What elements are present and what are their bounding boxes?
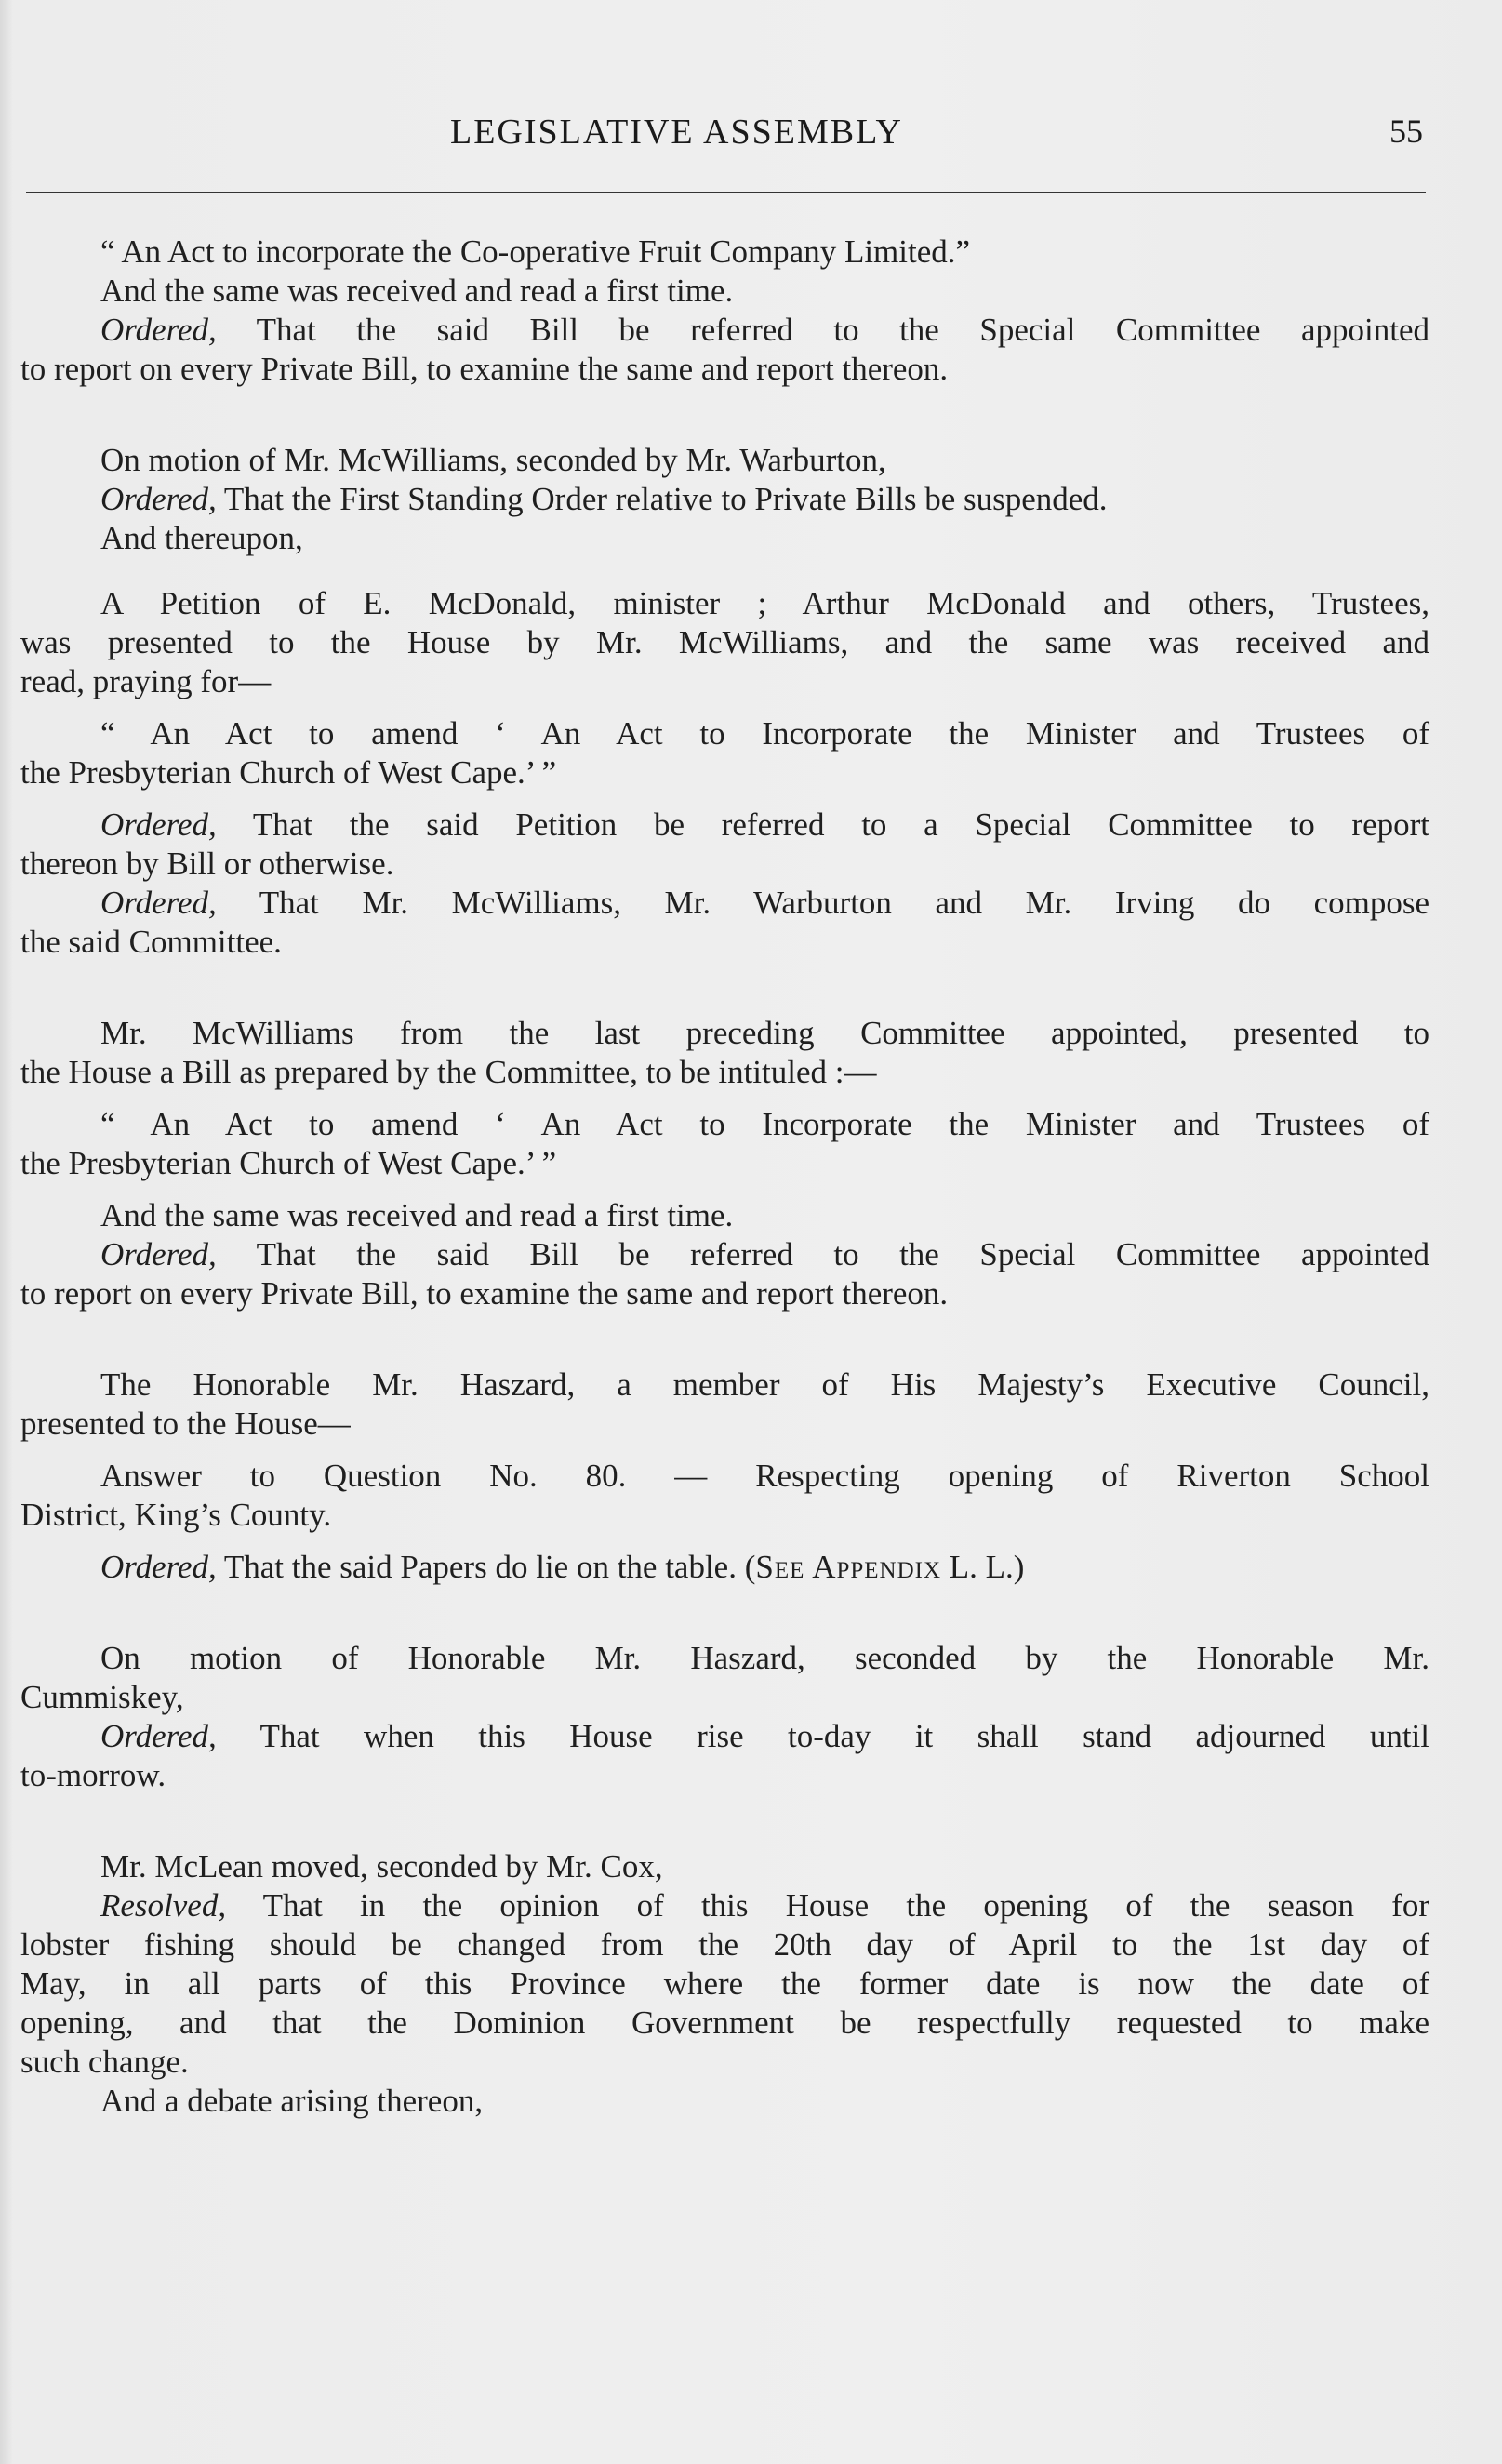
motion-keyword: Resolved, [100,1887,227,1924]
line-text: such change. [20,2044,189,2080]
text-line [20,2004,1429,2043]
text-line [20,272,1429,311]
paragraph [20,806,1429,962]
motion-keyword: Ordered, [100,312,217,348]
text-line [20,1235,1429,1274]
line-text: to report on every Private Bill, to examine the same and report thereon. [20,351,949,387]
motion-keyword: Ordered, [100,481,217,517]
text-line [20,1014,1429,1053]
text-line [20,714,1429,753]
line-text: “ An Act to incorporate the Co-operative Fruit Company Limited.” [100,233,971,270]
text-line [20,441,1429,480]
paragraph-spacer [20,389,1429,441]
line-text: Mr. McWilliams from the last preceding Committee appointed, presented to [100,1015,1429,1051]
page-body [20,233,1429,2121]
line-text: On motion of Mr. McWilliams, seconded by Mr. Warburton, [100,442,886,478]
line-text: That in the opinion of this House the opening of the season for [226,1887,1429,1924]
paragraph [20,1365,1429,1444]
paragraph [20,1105,1429,1183]
text-line [20,623,1429,662]
text-line [20,1548,1429,1587]
appendix-suffix: L. L.) [941,1549,1025,1585]
line-text: Cummiskey, [20,1679,184,1715]
line-text: And the same was received and read a first time. [100,1197,734,1233]
line-text: thereon by Bill or otherwise. [20,846,394,882]
paragraph [20,1639,1429,1795]
text-line [20,1457,1429,1496]
paragraph-spacer [20,792,1429,806]
paragraph [20,1847,1429,2121]
text-line [20,1105,1429,1144]
text-line [20,1639,1429,1678]
paragraph-spacer [20,1587,1429,1639]
line-text: the House a Bill as prepared by the Committee, to be intituled :— [20,1054,877,1090]
line-text: May, in all parts of this Province where the former date is now the date of [20,1965,1429,2002]
line-text: the Presbyterian Church of West Cape.’ ” [20,1145,557,1181]
line-text: presented to the House— [20,1405,351,1442]
line-text: District, King’s County. [20,1497,332,1533]
text-line [20,845,1429,884]
page-header [0,112,1502,167]
motion-keyword: Ordered, [100,806,217,843]
motion-keyword: Ordered, [100,885,217,921]
line-text: read, praying for— [20,663,272,699]
line-text: That Mr. McWilliams, Mr. Warburton and Mr. Irving do compose [216,885,1429,921]
text-line [20,1196,1429,1235]
text-line [20,350,1429,389]
motion-keyword: Ordered, [100,1718,217,1754]
line-text: That the said Bill be referred to the Special Committee appointed [216,312,1429,348]
text-line [20,1496,1429,1535]
text-line [20,1405,1429,1444]
line-text: That when this House rise to-day it shall stand adjourned until [216,1718,1429,1754]
paragraph-spacer [20,1444,1429,1457]
paragraph [20,1548,1429,1587]
text-line [20,519,1429,558]
line-text: The Honorable Mr. Haszard, a member of His Majesty’s Executive Council, [100,1366,1429,1403]
text-line [20,1717,1429,1756]
text-line [20,1886,1429,1925]
line-text: “ An Act to amend ‘ An Act to Incorporate the Minister and Trustees of [100,1106,1429,1142]
line-text: That the said Petition be referred to a Special Committee to report [216,806,1429,843]
line-text: the Presbyterian Church of West Cape.’ ” [20,754,557,791]
text-line [20,753,1429,792]
paragraph [20,233,1429,311]
text-line [20,923,1429,962]
line-text: Mr. McLean moved, seconded by Mr. Cox, [100,1848,663,1885]
paragraph [20,311,1429,389]
text-line [20,1274,1429,1313]
paragraph [20,1196,1429,1313]
paragraph [20,441,1429,558]
motion-keyword: Ordered, [100,1236,217,1272]
line-text: A Petition of E. McDonald, minister ; Arthur McDonald and others, Trustees, [100,585,1429,621]
text-line [20,1965,1429,2004]
paragraph-spacer [20,558,1429,584]
text-line [20,1678,1429,1717]
appendix-reference: See Appendix [755,1549,942,1585]
text-line [20,1756,1429,1795]
text-line [20,1365,1429,1405]
text-line [20,480,1429,519]
line-text: On motion of Honorable Mr. Haszard, seconded by the Honorable Mr. [100,1640,1429,1676]
line-text: And the same was received and read a first time. [100,273,734,309]
page-number: 55 [1389,113,1423,150]
paragraph-spacer [20,1795,1429,1847]
text-line [20,2043,1429,2082]
paragraph-spacer [20,1535,1429,1548]
line-text: lobster fishing should be changed from the 20th day of April to the 1st day of [20,1926,1429,1963]
text-line [20,2082,1429,2121]
paragraph [20,714,1429,792]
line-text: opening, and that the Dominion Government be respectfully requested to make [20,2004,1429,2041]
paragraph [20,584,1429,701]
text-line [20,806,1429,845]
text-line [20,1925,1429,1965]
line-text: Answer to Question No. 80. — Respecting opening of Riverton School [100,1458,1429,1494]
paragraph-spacer [20,1092,1429,1105]
text-line [20,1144,1429,1183]
header-rule [26,192,1426,193]
line-text: was presented to the House by Mr. McWilliams, and the same was received and [20,624,1429,660]
text-line [20,1053,1429,1092]
paragraph-spacer [20,962,1429,1014]
paragraph [20,1014,1429,1092]
text-line [20,1847,1429,1886]
text-line [20,584,1429,623]
paragraph-spacer [20,701,1429,714]
line-text: to report on every Private Bill, to examine the same and report thereon. [20,1275,949,1312]
line-text: “ An Act to amend ‘ An Act to Incorporate the Minister and Trustees of [100,715,1429,752]
running-title: LEGISLATIVE ASSEMBLY [450,113,903,152]
text-line [20,662,1429,701]
text-line [20,311,1429,350]
paragraph [20,1457,1429,1535]
paragraph-spacer [20,1313,1429,1365]
paragraph-spacer [20,1183,1429,1196]
text-line [20,233,1429,272]
line-text: That the First Standing Order relative to Private Bills be suspended. [216,481,1108,517]
line-text: That the said Papers do lie on the table. ( [216,1549,756,1585]
motion-keyword: Ordered, [100,1549,217,1585]
line-text: And a debate arising thereon, [100,2083,484,2119]
line-text: to-morrow. [20,1757,166,1793]
text-line [20,884,1429,923]
line-text: That the said Bill be referred to the Special Committee appointed [216,1236,1429,1272]
line-text: the said Committee. [20,924,282,960]
line-text: And thereupon, [100,520,303,556]
